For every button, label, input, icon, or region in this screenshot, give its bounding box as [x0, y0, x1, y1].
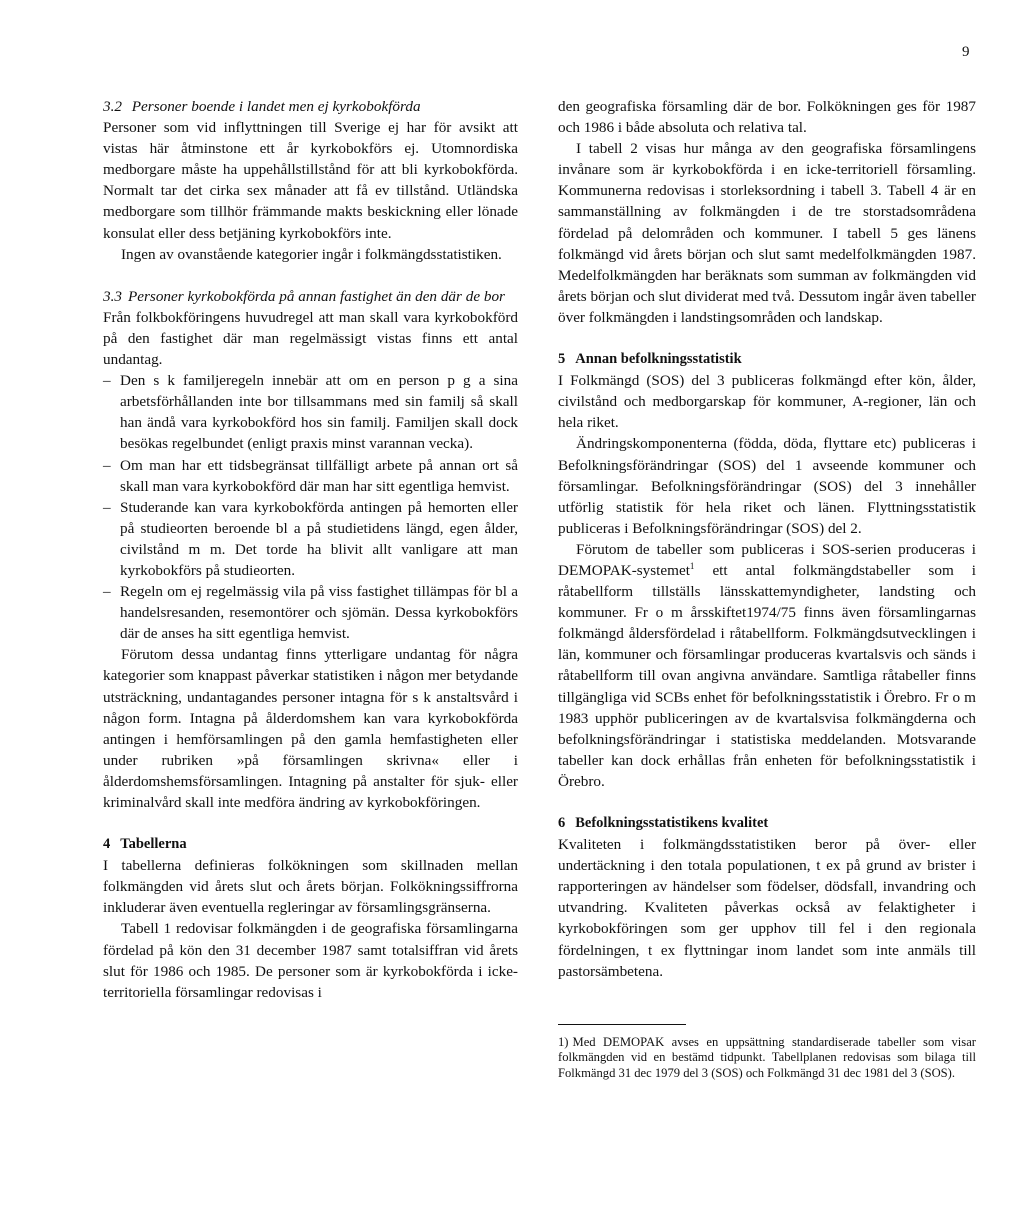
- paragraph: I tabell 2 visas hur många av den geografiska församlingens invånare som är kyrkobokförda i en icke-territoriell församling. Kommunerna redovisas i storleksordning i tabell 3. Tabell 4 är en sammanställning av folkmängden i de tre storstadsområdena fördelad på delområden och kommuner. I tabell 5 ges länens folkmängd vid årets början och slut samt medelfolkmängden 1987. Medelfolkmängden har beräknats som summan av folkmängden vid årets början och slut dividerat med två. Dessutom ingår även tabeller över folkmängden i landstingsområden och landskap.: [558, 140, 976, 326]
- paragraph: Ändringskomponenterna (födda, döda, flyttare etc) publiceras i Befolkningsförändringar (SOS) del 1 avseende kommuner och församlingar. Befolkningsförändringar (SOS) del 3 innehåller utförlig statistik för hela riket och länen. Flyttningsstatistik publiceras i Befolkningsförändringar (SOS) del 2.: [558, 435, 976, 537]
- section-title: Tabellerna: [120, 836, 187, 853]
- text-run: Förutom de tabeller som publiceras i SOS-serien produceras i DEMOPAK-systemet: [558, 540, 976, 579]
- paragraph: Från folkbokföringens huvudregel att man skall vara kyrkobokförd på den fastighet där man regelmässigt vistas finns ett antal undantag.: [103, 308, 518, 369]
- section-number: 4: [103, 836, 111, 853]
- section-number: 6: [558, 815, 566, 831]
- section-4-heading: [103, 834, 518, 855]
- footnote: [558, 1035, 976, 1082]
- footnote-marker: 1): [558, 1034, 569, 1049]
- section-3-2-heading: [103, 96, 518, 117]
- paragraph: [558, 539, 976, 792]
- list-item: – Den s k familjeregeln innebär att om en person p g a sina arbetsförhållanden inte bor tillsammans med sin familj så skall han ändå vara kyrkobokförd hos sin familj. Familjen skall dock besökas regelbundet (enligt praxis minst varannan vecka).: [103, 370, 518, 454]
- section-6-heading: [558, 813, 976, 834]
- right-column: [558, 96, 976, 1082]
- section-title: Befolkningsstatistikens kvalitet: [575, 815, 769, 831]
- section-title: Personer boende i landet men ej kyrkobokförda: [131, 98, 421, 115]
- paragraph: I tabellerna definieras folkökningen som skillnaden mellan folkmängden vid årets slut och årets början. Folkökningssiffrorna inkluderar även eventuella regleringar av församlingsgränserna.: [103, 857, 518, 917]
- list-item: – Studerande kan vara kyrkobokförda antingen på hemorten eller på studieorten beroende bl a på studietidens längd, egen ålder, civilstånd m m. Det torde ha blivit allt vanligare att man kyrkobokförs på studieorten.: [103, 497, 518, 581]
- footnote-divider: [558, 1024, 686, 1025]
- paragraph: Personer som vid inflyttningen till Sverige ej har för avsikt att vistas här åtminstone ett år kyrkobokförs ej. Utomnordiska medborgare måste ha uppehållstillstånd för att bli kyrkobokförda. Normalt tar det cirka sex månader att få ev tillstånd. Utländska medborgare som tillhör främmande makts beskickning eller lönade konsulat eller dess betjäning kyrkobokförs inte.: [103, 119, 518, 242]
- section-title: Annan befolkningsstatistik: [575, 351, 742, 368]
- paragraph: I Folkmängd (SOS) del 3 publiceras folkmängd efter kön, ålder, civilstånd och medborgarskap för kommuner, A-regioner, län och hela riket.: [558, 372, 976, 432]
- left-column: [103, 96, 518, 1003]
- section-number: 5: [558, 351, 566, 368]
- page-number: 9: [962, 44, 970, 60]
- paragraph: Förutom dessa undantag finns ytterligare undantag för några kategorier som knappast påverkar statistiken i någon mer betydande utsträckning, undantagandes personer intagna för s k anstaltsvård i någon form. Intagna på ålderdomshem kan vara kyrkobokförda antingen i hemförsamlingen på den gamla hemfastigheten eller under rubriken »på församlingen skrivna« eller i ålderdomshemsförsamlingen. Intagning på anstalter för sjuk- eller kriminalvård skall inte medföra ändring av kyrkobokföringen.: [103, 646, 518, 811]
- section-5-heading: [558, 349, 976, 370]
- footnote-text: Med DEMOPAK avses en uppsättning standardiserade tabeller som visar folkmängden vid en bestämd tidpunkt. Tabellplanen redovisas som bilaga till Folkmängd 31 dec 1979 del 3 (SOS) och Folkmängd 31 dec 1981 del 3 (SOS).: [558, 1034, 976, 1080]
- section-3-3-heading: [103, 286, 518, 307]
- paragraph: Ingen av ovanstående kategorier ingår i folkmängdsstatistiken.: [121, 245, 502, 263]
- paragraph: den geografiska församling där de bor. Folkökningen ges för 1987 och 1986 i både absoluta och relativa tal.: [558, 98, 976, 137]
- text-run: ett antal folkmängdstabeller som i råtabellform tillställs länsskattemyndigheter, landsting och kommuner. Fr o m årsskiftet1974/75 finns även församlingarnas folkmängd åldersfördelad i råtabellform. Folkmängdsutvecklingen i län, kommuner och församlingar produceras kvartalsvis och sänds i råtabellform till ovan angivna användare. Samtliga råtabeller finns tillgängliga vid SCBs enhet för befolkningsstatistik i Örebro. Fr o m 1983 upphör publiceringen av de kvartalsvisa folkmängderna och befolkningsförändringar i statistiska meddelanden. Motsvarande tabeller kan dock erhållas från enheten för befolkningsstatistik i Örebro.: [558, 561, 976, 790]
- list-item: – Regeln om ej regelmässig vila på viss fastighet tillämpas för bl a handelsresanden, resemontörer och sjömän. Dessa kyrkobokförs där de anses ha sitt egentliga hemvist.: [103, 581, 518, 644]
- list-item: – Om man har ett tidsbegränsat tillfälligt arbete på annan ort så skall man vara kyrkobokförd där man har sitt egentliga hemvist.: [103, 455, 518, 497]
- section-title: Personer kyrkobokförda på annan fastighet än den där de bor: [127, 287, 505, 305]
- footnote-ref: 1: [689, 560, 695, 571]
- section-number: 3.2: [103, 98, 122, 115]
- paragraph: Tabell 1 redovisar folkmängden i de geografiska församlingarna fördelad på kön den 31 december 1987 samt totalsiffran vid årets slut för 1986 och 1985. De personer som är kyrkobokförda i icke-territoriella församlingar redovisas i: [103, 920, 518, 1001]
- section-number: 3.3: [103, 287, 122, 305]
- exception-list: [103, 370, 518, 644]
- paragraph: Kvaliteten i folkmängdsstatistiken beror på över- eller undertäckning i den totala populationen, t ex på grund av brister i rapporteringen av händelser som födelser, dödsfall, invandring och utvandring. Kvaliteten påverkas också av felaktigheter i kyrkobokföringen som ger upphov till fel i den regionala fördelningen, t ex flyttningar inom landet som inte anmäls till pastorsämbetena.: [558, 836, 976, 980]
